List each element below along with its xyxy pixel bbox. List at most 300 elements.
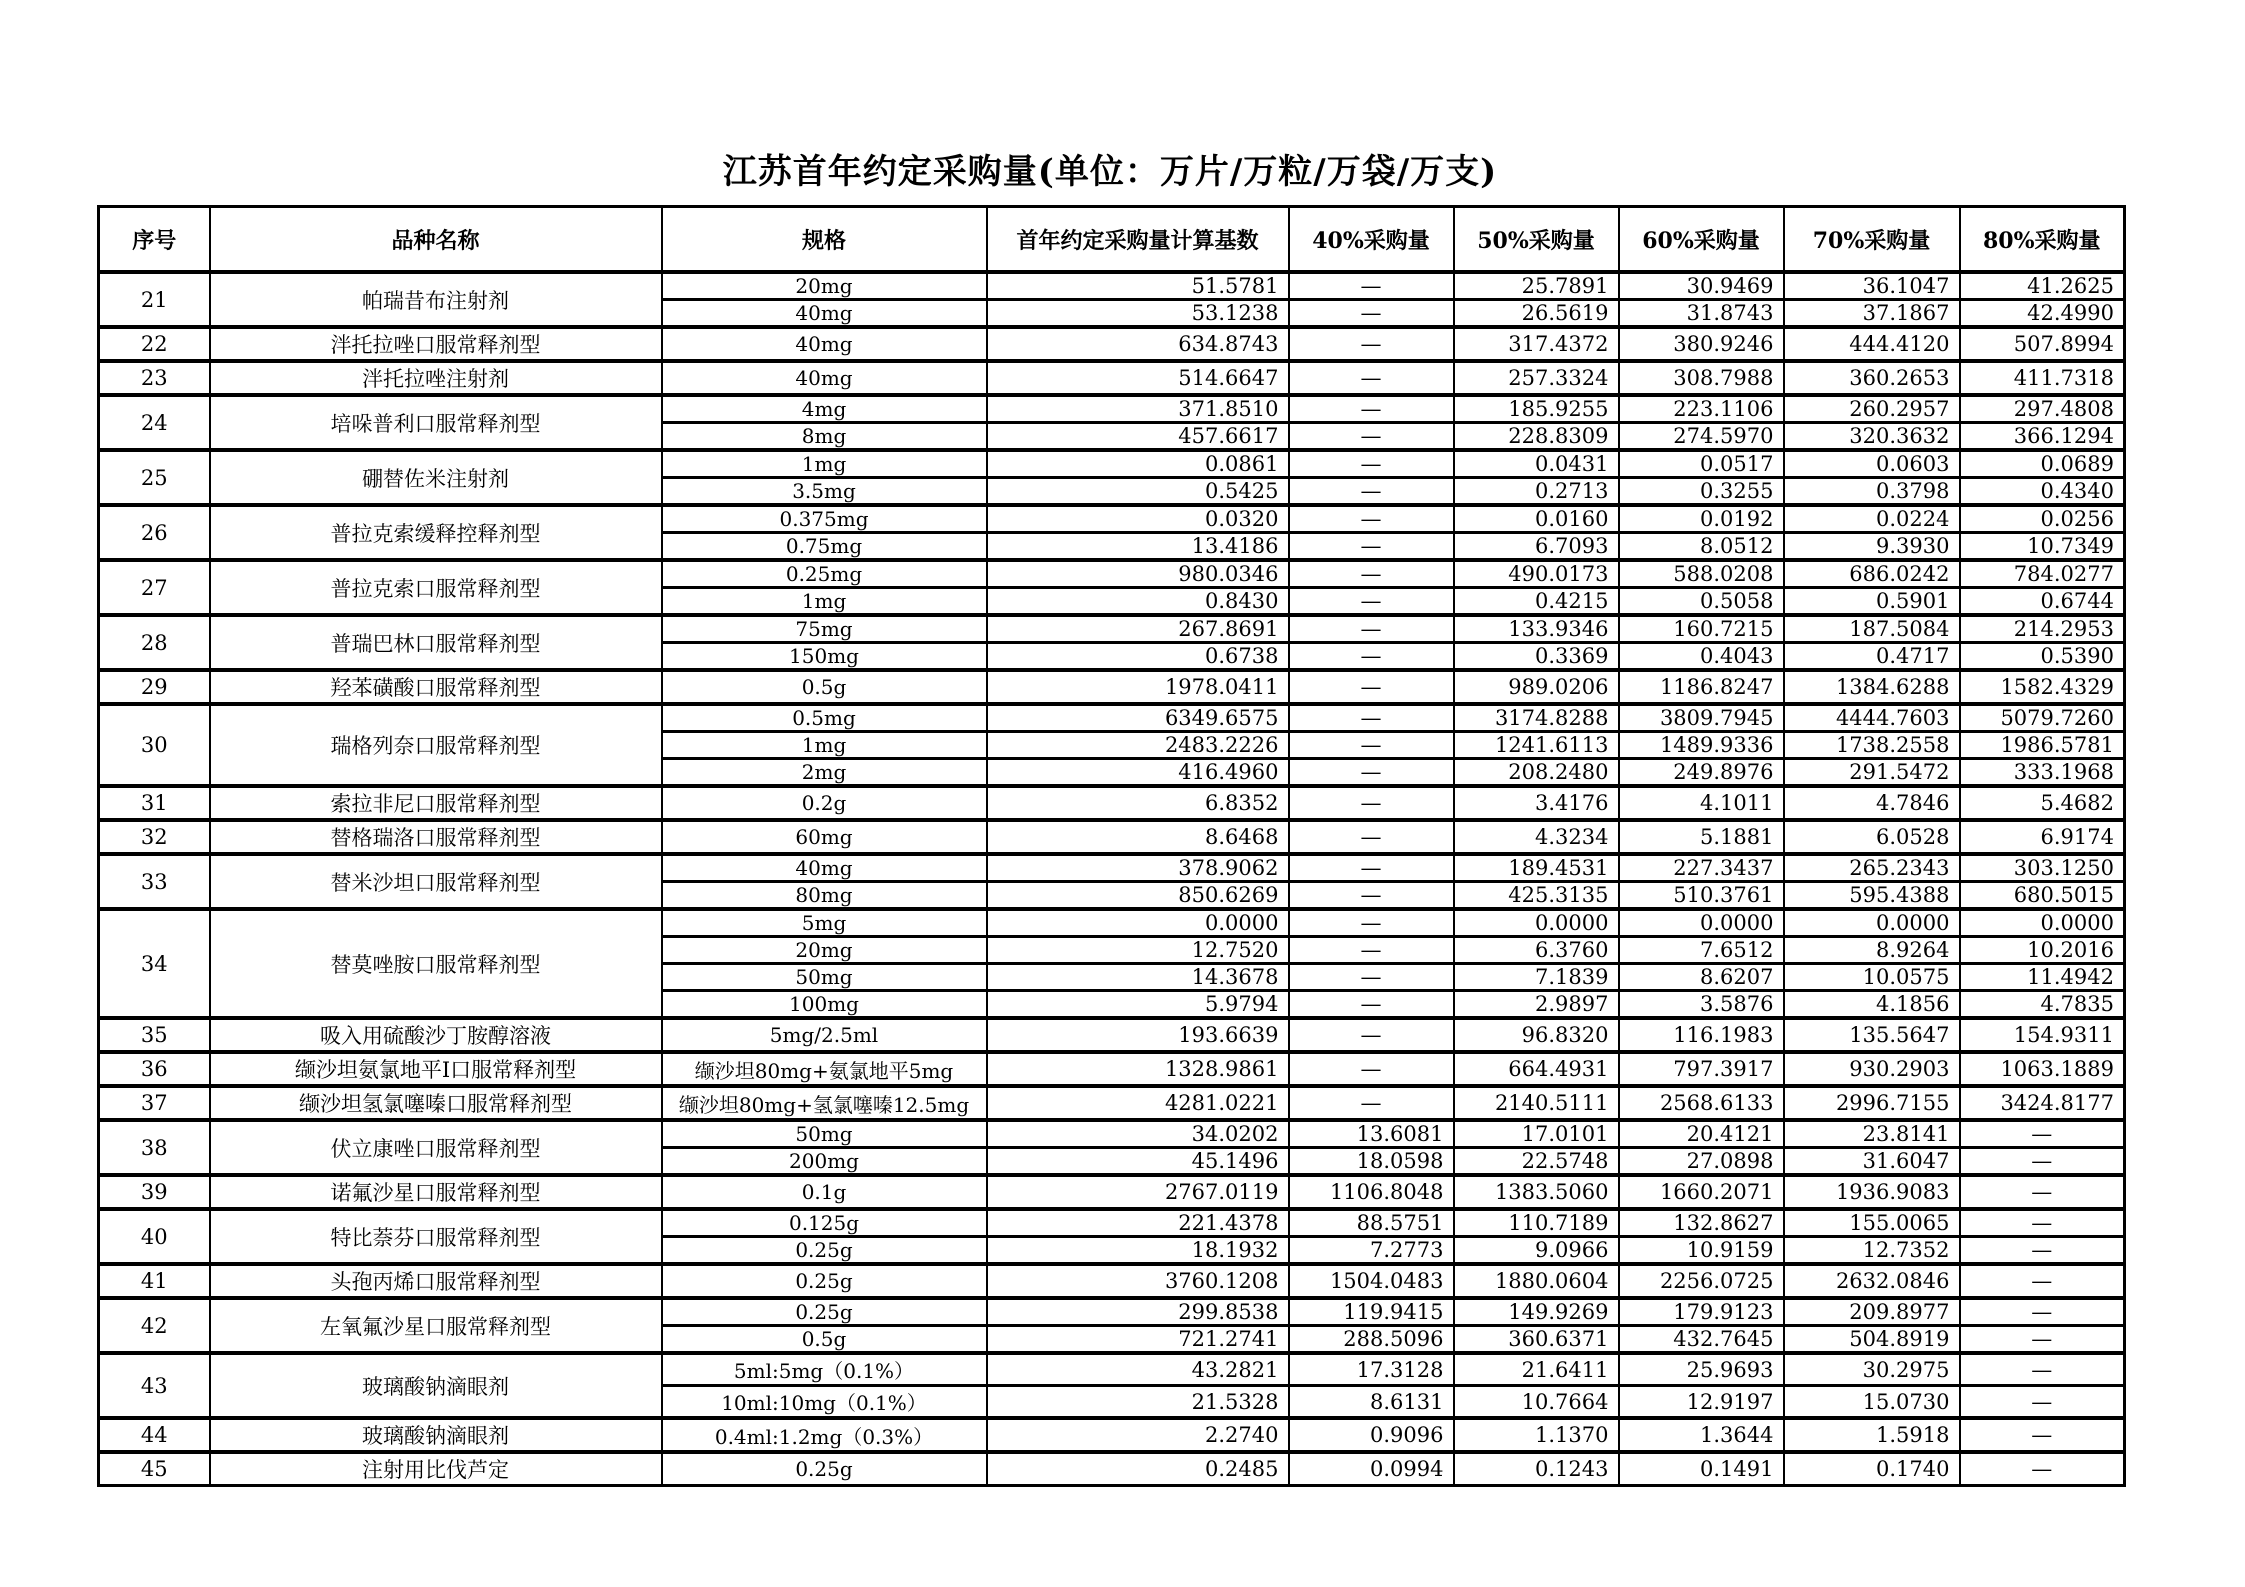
p40-cell: — bbox=[1289, 327, 1454, 361]
p40-cell: — bbox=[1289, 272, 1454, 300]
p50-cell: 2.9897 bbox=[1454, 991, 1619, 1019]
p40-cell: 18.0598 bbox=[1289, 1148, 1454, 1176]
column-header-4: 40%采购量 bbox=[1289, 207, 1454, 273]
p70-cell: 37.1867 bbox=[1784, 300, 1960, 328]
p40-cell: — bbox=[1289, 670, 1454, 704]
base-cell: 45.1496 bbox=[987, 1148, 1289, 1176]
base-cell: 378.9062 bbox=[987, 854, 1289, 882]
p80-cell: — bbox=[1960, 1452, 2125, 1486]
p50-cell: 133.9346 bbox=[1454, 615, 1619, 643]
p80-cell: 297.4808 bbox=[1960, 395, 2125, 423]
page-title: 江苏首年约定采购量(单位：万片/万粒/万袋/万支) bbox=[722, 152, 1498, 192]
p40-cell: — bbox=[1289, 423, 1454, 451]
p50-cell: 10.7664 bbox=[1454, 1386, 1619, 1419]
p80-cell: — bbox=[1960, 1175, 2125, 1209]
base-cell: 18.1932 bbox=[987, 1237, 1289, 1265]
p80-cell: — bbox=[1960, 1264, 2125, 1298]
row-index-cell: 27 bbox=[99, 560, 210, 615]
p80-cell: 11.4942 bbox=[1960, 964, 2125, 991]
p80-cell: 1582.4329 bbox=[1960, 670, 2125, 704]
product-name-cell: 玻璃酸钠滴眼剂 bbox=[210, 1353, 662, 1418]
p40-cell: — bbox=[1289, 395, 1454, 423]
spec-cell: 75mg bbox=[662, 615, 987, 643]
p70-cell: 1384.6288 bbox=[1784, 670, 1960, 704]
spec-cell: 0.25g bbox=[662, 1237, 987, 1265]
p60-cell: 249.8976 bbox=[1619, 759, 1784, 787]
product-name-cell: 缬沙坦氢氯噻嗪口服常释剂型 bbox=[210, 1086, 662, 1120]
p60-cell: 380.9246 bbox=[1619, 327, 1784, 361]
p50-cell: 1241.6113 bbox=[1454, 732, 1619, 759]
p60-cell: 2568.6133 bbox=[1619, 1086, 1784, 1120]
spec-cell: 40mg bbox=[662, 854, 987, 882]
p80-cell: 0.0256 bbox=[1960, 505, 2125, 533]
p50-cell: 26.5619 bbox=[1454, 300, 1619, 328]
p60-cell: 3.5876 bbox=[1619, 991, 1784, 1019]
p80-cell: — bbox=[1960, 1148, 2125, 1176]
p50-cell: 7.1839 bbox=[1454, 964, 1619, 991]
table-header bbox=[99, 207, 2125, 273]
p60-cell: 25.9693 bbox=[1619, 1353, 1784, 1386]
table-row bbox=[99, 615, 2125, 643]
base-cell: 8.6468 bbox=[987, 820, 1289, 854]
p40-cell: — bbox=[1289, 909, 1454, 937]
row-index-cell: 23 bbox=[99, 361, 210, 395]
product-name-cell: 替格瑞洛口服常释剂型 bbox=[210, 820, 662, 854]
base-cell: 193.6639 bbox=[987, 1018, 1289, 1052]
p70-cell: 0.5901 bbox=[1784, 588, 1960, 616]
product-name-cell: 替米沙坦口服常释剂型 bbox=[210, 854, 662, 909]
column-header-5: 50%采购量 bbox=[1454, 207, 1619, 273]
p40-cell: — bbox=[1289, 820, 1454, 854]
p70-cell: 1738.2558 bbox=[1784, 732, 1960, 759]
p60-cell: 0.5058 bbox=[1619, 588, 1784, 616]
p80-cell: 10.7349 bbox=[1960, 533, 2125, 561]
p40-cell: 17.3128 bbox=[1289, 1353, 1454, 1386]
base-cell: 3760.1208 bbox=[987, 1264, 1289, 1298]
p50-cell: 3174.8288 bbox=[1454, 704, 1619, 732]
p60-cell: 0.0000 bbox=[1619, 909, 1784, 937]
base-cell: 1328.9861 bbox=[987, 1052, 1289, 1086]
table-row bbox=[99, 704, 2125, 732]
table-row bbox=[99, 1418, 2125, 1452]
table-row bbox=[99, 909, 2125, 937]
spec-cell: 0.4ml:1.2mg（0.3%） bbox=[662, 1418, 987, 1452]
p40-cell: — bbox=[1289, 991, 1454, 1019]
product-name-cell: 普拉克索缓释控释剂型 bbox=[210, 505, 662, 560]
spec-cell: 0.5g bbox=[662, 670, 987, 704]
base-cell: 850.6269 bbox=[987, 882, 1289, 910]
spec-cell: 5mg bbox=[662, 909, 987, 937]
p70-cell: 595.4388 bbox=[1784, 882, 1960, 910]
p80-cell: 0.0689 bbox=[1960, 450, 2125, 478]
row-index-cell: 35 bbox=[99, 1018, 210, 1052]
p70-cell: 10.0575 bbox=[1784, 964, 1960, 991]
p50-cell: 149.9269 bbox=[1454, 1298, 1619, 1326]
p40-cell: — bbox=[1289, 937, 1454, 964]
row-index-cell: 44 bbox=[99, 1418, 210, 1452]
p40-cell: — bbox=[1289, 478, 1454, 506]
table-row bbox=[99, 786, 2125, 820]
p70-cell: 9.3930 bbox=[1784, 533, 1960, 561]
p40-cell: 0.0994 bbox=[1289, 1452, 1454, 1486]
product-name-cell: 索拉非尼口服常释剂型 bbox=[210, 786, 662, 820]
p80-cell: — bbox=[1960, 1418, 2125, 1452]
spec-cell: 4mg bbox=[662, 395, 987, 423]
p60-cell: 132.8627 bbox=[1619, 1209, 1784, 1237]
table-row bbox=[99, 560, 2125, 588]
spec-cell: 0.25g bbox=[662, 1298, 987, 1326]
p40-cell: — bbox=[1289, 361, 1454, 395]
base-cell: 514.6647 bbox=[987, 361, 1289, 395]
table-row bbox=[99, 1209, 2125, 1237]
p60-cell: 1660.2071 bbox=[1619, 1175, 1784, 1209]
p60-cell: 31.8743 bbox=[1619, 300, 1784, 328]
table-row bbox=[99, 327, 2125, 361]
p60-cell: 3809.7945 bbox=[1619, 704, 1784, 732]
base-cell: 457.6617 bbox=[987, 423, 1289, 451]
base-cell: 980.0346 bbox=[987, 560, 1289, 588]
table-row bbox=[99, 1452, 2125, 1486]
p60-cell: 308.7988 bbox=[1619, 361, 1784, 395]
p80-cell: 1063.1889 bbox=[1960, 1052, 2125, 1086]
p80-cell: 784.0277 bbox=[1960, 560, 2125, 588]
spec-cell: 60mg bbox=[662, 820, 987, 854]
row-index-cell: 32 bbox=[99, 820, 210, 854]
procurement-table bbox=[97, 205, 2126, 1487]
p70-cell: 135.5647 bbox=[1784, 1018, 1960, 1052]
spec-cell: 200mg bbox=[662, 1148, 987, 1176]
row-index-cell: 42 bbox=[99, 1298, 210, 1353]
p50-cell: 110.7189 bbox=[1454, 1209, 1619, 1237]
row-index-cell: 24 bbox=[99, 395, 210, 450]
base-cell: 21.5328 bbox=[987, 1386, 1289, 1419]
base-cell: 0.0320 bbox=[987, 505, 1289, 533]
spec-cell: 20mg bbox=[662, 272, 987, 300]
row-index-cell: 34 bbox=[99, 909, 210, 1018]
p80-cell: 4.7835 bbox=[1960, 991, 2125, 1019]
p50-cell: 0.0160 bbox=[1454, 505, 1619, 533]
product-name-cell: 缬沙坦氨氯地平Ⅰ口服常释剂型 bbox=[210, 1052, 662, 1086]
p50-cell: 664.4931 bbox=[1454, 1052, 1619, 1086]
p60-cell: 4.1011 bbox=[1619, 786, 1784, 820]
p70-cell: 0.1740 bbox=[1784, 1452, 1960, 1486]
spec-cell: 50mg bbox=[662, 964, 987, 991]
p50-cell: 317.4372 bbox=[1454, 327, 1619, 361]
base-cell: 416.4960 bbox=[987, 759, 1289, 787]
product-name-cell: 头孢丙烯口服常释剂型 bbox=[210, 1264, 662, 1298]
base-cell: 299.8538 bbox=[987, 1298, 1289, 1326]
spec-cell: 10ml:10mg（0.1%） bbox=[662, 1386, 987, 1419]
p50-cell: 0.1243 bbox=[1454, 1452, 1619, 1486]
row-index-cell: 30 bbox=[99, 704, 210, 786]
p40-cell: — bbox=[1289, 882, 1454, 910]
p80-cell: 154.9311 bbox=[1960, 1018, 2125, 1052]
spec-cell: 5ml:5mg（0.1%） bbox=[662, 1353, 987, 1386]
p70-cell: 265.2343 bbox=[1784, 854, 1960, 882]
table-row bbox=[99, 361, 2125, 395]
base-cell: 0.2485 bbox=[987, 1452, 1289, 1486]
spec-cell: 缬沙坦80mg+氨氯地平5mg bbox=[662, 1052, 987, 1086]
p80-cell: — bbox=[1960, 1326, 2125, 1354]
row-index-cell: 28 bbox=[99, 615, 210, 670]
p60-cell: 0.1491 bbox=[1619, 1452, 1784, 1486]
base-cell: 12.7520 bbox=[987, 937, 1289, 964]
p70-cell: 930.2903 bbox=[1784, 1052, 1960, 1086]
p50-cell: 0.0431 bbox=[1454, 450, 1619, 478]
column-header-1: 品种名称 bbox=[210, 207, 662, 273]
p60-cell: 0.0517 bbox=[1619, 450, 1784, 478]
column-header-0: 序号 bbox=[99, 207, 210, 273]
row-index-cell: 25 bbox=[99, 450, 210, 505]
base-cell: 1978.0411 bbox=[987, 670, 1289, 704]
p70-cell: 360.2653 bbox=[1784, 361, 1960, 395]
p50-cell: 989.0206 bbox=[1454, 670, 1619, 704]
p50-cell: 9.0966 bbox=[1454, 1237, 1619, 1265]
product-name-cell: 特比萘芬口服常释剂型 bbox=[210, 1209, 662, 1264]
p50-cell: 17.0101 bbox=[1454, 1120, 1619, 1148]
p80-cell: 0.5390 bbox=[1960, 643, 2125, 671]
p80-cell: 333.1968 bbox=[1960, 759, 2125, 787]
row-index-cell: 40 bbox=[99, 1209, 210, 1264]
p50-cell: 25.7891 bbox=[1454, 272, 1619, 300]
p70-cell: 2632.0846 bbox=[1784, 1264, 1960, 1298]
table-row bbox=[99, 1052, 2125, 1086]
p50-cell: 257.3324 bbox=[1454, 361, 1619, 395]
table-row bbox=[99, 272, 2125, 300]
base-cell: 4281.0221 bbox=[987, 1086, 1289, 1120]
p70-cell: 320.3632 bbox=[1784, 423, 1960, 451]
spec-cell: 8mg bbox=[662, 423, 987, 451]
p70-cell: 23.8141 bbox=[1784, 1120, 1960, 1148]
p60-cell: 116.1983 bbox=[1619, 1018, 1784, 1052]
base-cell: 13.4186 bbox=[987, 533, 1289, 561]
p70-cell: 30.2975 bbox=[1784, 1353, 1960, 1386]
column-header-6: 60%采购量 bbox=[1619, 207, 1784, 273]
base-cell: 2483.2226 bbox=[987, 732, 1289, 759]
row-index-cell: 41 bbox=[99, 1264, 210, 1298]
product-name-cell: 帕瑞昔布注射剂 bbox=[210, 272, 662, 327]
p70-cell: 0.4717 bbox=[1784, 643, 1960, 671]
base-cell: 267.8691 bbox=[987, 615, 1289, 643]
table-row bbox=[99, 820, 2125, 854]
p60-cell: 8.0512 bbox=[1619, 533, 1784, 561]
base-cell: 14.3678 bbox=[987, 964, 1289, 991]
table-row bbox=[99, 1018, 2125, 1052]
table-row bbox=[99, 1298, 2125, 1326]
p80-cell: — bbox=[1960, 1209, 2125, 1237]
p70-cell: 8.9264 bbox=[1784, 937, 1960, 964]
p70-cell: 12.7352 bbox=[1784, 1237, 1960, 1265]
row-index-cell: 29 bbox=[99, 670, 210, 704]
p70-cell: 291.5472 bbox=[1784, 759, 1960, 787]
p40-cell: 0.9096 bbox=[1289, 1418, 1454, 1452]
p60-cell: 30.9469 bbox=[1619, 272, 1784, 300]
p80-cell: 10.2016 bbox=[1960, 937, 2125, 964]
p70-cell: 0.0603 bbox=[1784, 450, 1960, 478]
base-cell: 0.0861 bbox=[987, 450, 1289, 478]
spec-cell: 0.25g bbox=[662, 1452, 987, 1486]
p80-cell: 0.6744 bbox=[1960, 588, 2125, 616]
p40-cell: — bbox=[1289, 1086, 1454, 1120]
p50-cell: 189.4531 bbox=[1454, 854, 1619, 882]
p50-cell: 490.0173 bbox=[1454, 560, 1619, 588]
p80-cell: — bbox=[1960, 1120, 2125, 1148]
p80-cell: 3424.8177 bbox=[1960, 1086, 2125, 1120]
p50-cell: 228.8309 bbox=[1454, 423, 1619, 451]
base-cell: 6.8352 bbox=[987, 786, 1289, 820]
p60-cell: 588.0208 bbox=[1619, 560, 1784, 588]
p60-cell: 8.6207 bbox=[1619, 964, 1784, 991]
p50-cell: 22.5748 bbox=[1454, 1148, 1619, 1176]
p40-cell: — bbox=[1289, 1018, 1454, 1052]
product-name-cell: 玻璃酸钠滴眼剂 bbox=[210, 1418, 662, 1452]
p40-cell: — bbox=[1289, 560, 1454, 588]
p50-cell: 0.0000 bbox=[1454, 909, 1619, 937]
p70-cell: 2996.7155 bbox=[1784, 1086, 1960, 1120]
p60-cell: 1186.8247 bbox=[1619, 670, 1784, 704]
product-name-cell: 替莫唑胺口服常释剂型 bbox=[210, 909, 662, 1018]
spec-cell: 1mg bbox=[662, 732, 987, 759]
spec-cell: 0.75mg bbox=[662, 533, 987, 561]
p40-cell: 8.6131 bbox=[1289, 1386, 1454, 1419]
p50-cell: 208.2480 bbox=[1454, 759, 1619, 787]
product-name-cell: 泮托拉唑口服常释剂型 bbox=[210, 327, 662, 361]
product-name-cell: 普瑞巴林口服常释剂型 bbox=[210, 615, 662, 670]
spec-cell: 5mg/2.5ml bbox=[662, 1018, 987, 1052]
p60-cell: 227.3437 bbox=[1619, 854, 1784, 882]
p50-cell: 6.7093 bbox=[1454, 533, 1619, 561]
column-header-3: 首年约定采购量计算基数 bbox=[987, 207, 1289, 273]
base-cell: 43.2821 bbox=[987, 1353, 1289, 1386]
base-cell: 6349.6575 bbox=[987, 704, 1289, 732]
p40-cell: — bbox=[1289, 1052, 1454, 1086]
header-row bbox=[99, 207, 2125, 273]
p50-cell: 1383.5060 bbox=[1454, 1175, 1619, 1209]
column-header-8: 80%采购量 bbox=[1960, 207, 2125, 273]
p80-cell: 42.4990 bbox=[1960, 300, 2125, 328]
base-cell: 634.8743 bbox=[987, 327, 1289, 361]
spec-cell: 150mg bbox=[662, 643, 987, 671]
row-index-cell: 21 bbox=[99, 272, 210, 327]
base-cell: 51.5781 bbox=[987, 272, 1289, 300]
p60-cell: 0.0192 bbox=[1619, 505, 1784, 533]
p60-cell: 223.1106 bbox=[1619, 395, 1784, 423]
p40-cell: — bbox=[1289, 505, 1454, 533]
p50-cell: 96.8320 bbox=[1454, 1018, 1619, 1052]
p70-cell: 36.1047 bbox=[1784, 272, 1960, 300]
base-cell: 2.2740 bbox=[987, 1418, 1289, 1452]
p70-cell: 1.5918 bbox=[1784, 1418, 1960, 1452]
spec-cell: 0.5mg bbox=[662, 704, 987, 732]
p40-cell: — bbox=[1289, 533, 1454, 561]
product-name-cell: 硼替佐米注射剂 bbox=[210, 450, 662, 505]
spec-cell: 0.375mg bbox=[662, 505, 987, 533]
p50-cell: 21.6411 bbox=[1454, 1353, 1619, 1386]
p50-cell: 0.3369 bbox=[1454, 643, 1619, 671]
base-cell: 721.2741 bbox=[987, 1326, 1289, 1354]
row-index-cell: 38 bbox=[99, 1120, 210, 1175]
p60-cell: 7.6512 bbox=[1619, 937, 1784, 964]
p60-cell: 27.0898 bbox=[1619, 1148, 1784, 1176]
p40-cell: 7.2773 bbox=[1289, 1237, 1454, 1265]
product-name-cell: 泮托拉唑注射剂 bbox=[210, 361, 662, 395]
p80-cell: 680.5015 bbox=[1960, 882, 2125, 910]
p70-cell: 31.6047 bbox=[1784, 1148, 1960, 1176]
p50-cell: 3.4176 bbox=[1454, 786, 1619, 820]
p60-cell: 274.5970 bbox=[1619, 423, 1784, 451]
p50-cell: 0.4215 bbox=[1454, 588, 1619, 616]
row-index-cell: 26 bbox=[99, 505, 210, 560]
p40-cell: — bbox=[1289, 300, 1454, 328]
spec-cell: 100mg bbox=[662, 991, 987, 1019]
p50-cell: 6.3760 bbox=[1454, 937, 1619, 964]
row-index-cell: 22 bbox=[99, 327, 210, 361]
p60-cell: 797.3917 bbox=[1619, 1052, 1784, 1086]
p50-cell: 425.3135 bbox=[1454, 882, 1619, 910]
table-row bbox=[99, 1086, 2125, 1120]
p40-cell: — bbox=[1289, 588, 1454, 616]
spec-cell: 0.25mg bbox=[662, 560, 987, 588]
p80-cell: — bbox=[1960, 1353, 2125, 1386]
p70-cell: 260.2957 bbox=[1784, 395, 1960, 423]
product-name-cell: 注射用比伐芦定 bbox=[210, 1452, 662, 1486]
product-name-cell: 左氧氟沙星口服常释剂型 bbox=[210, 1298, 662, 1353]
p50-cell: 1880.0604 bbox=[1454, 1264, 1619, 1298]
p40-cell: 288.5096 bbox=[1289, 1326, 1454, 1354]
column-header-7: 70%采购量 bbox=[1784, 207, 1960, 273]
p60-cell: 432.7645 bbox=[1619, 1326, 1784, 1354]
row-index-cell: 37 bbox=[99, 1086, 210, 1120]
p80-cell: 5079.7260 bbox=[1960, 704, 2125, 732]
p60-cell: 0.4043 bbox=[1619, 643, 1784, 671]
row-index-cell: 36 bbox=[99, 1052, 210, 1086]
p80-cell: — bbox=[1960, 1298, 2125, 1326]
base-cell: 371.8510 bbox=[987, 395, 1289, 423]
spec-cell: 40mg bbox=[662, 300, 987, 328]
table-row bbox=[99, 670, 2125, 704]
p80-cell: 5.4682 bbox=[1960, 786, 2125, 820]
row-index-cell: 45 bbox=[99, 1452, 210, 1486]
spec-cell: 2mg bbox=[662, 759, 987, 787]
spec-cell: 20mg bbox=[662, 937, 987, 964]
p70-cell: 155.0065 bbox=[1784, 1209, 1960, 1237]
base-cell: 221.4378 bbox=[987, 1209, 1289, 1237]
p80-cell: — bbox=[1960, 1237, 2125, 1265]
table-row bbox=[99, 395, 2125, 423]
p60-cell: 0.3255 bbox=[1619, 478, 1784, 506]
p60-cell: 160.7215 bbox=[1619, 615, 1784, 643]
p40-cell: — bbox=[1289, 615, 1454, 643]
p80-cell: 6.9174 bbox=[1960, 820, 2125, 854]
base-cell: 0.6738 bbox=[987, 643, 1289, 671]
spec-cell: 0.25g bbox=[662, 1264, 987, 1298]
base-cell: 0.8430 bbox=[987, 588, 1289, 616]
table-body bbox=[99, 272, 2125, 1486]
p40-cell: 1106.8048 bbox=[1289, 1175, 1454, 1209]
spec-cell: 0.125g bbox=[662, 1209, 987, 1237]
p80-cell: 303.1250 bbox=[1960, 854, 2125, 882]
p40-cell: — bbox=[1289, 759, 1454, 787]
p40-cell: — bbox=[1289, 450, 1454, 478]
p80-cell: 0.4340 bbox=[1960, 478, 2125, 506]
spec-cell: 1mg bbox=[662, 450, 987, 478]
p70-cell: 504.8919 bbox=[1784, 1326, 1960, 1354]
table-row bbox=[99, 450, 2125, 478]
p70-cell: 4.7846 bbox=[1784, 786, 1960, 820]
spec-cell: 80mg bbox=[662, 882, 987, 910]
p70-cell: 0.0000 bbox=[1784, 909, 1960, 937]
p50-cell: 185.9255 bbox=[1454, 395, 1619, 423]
